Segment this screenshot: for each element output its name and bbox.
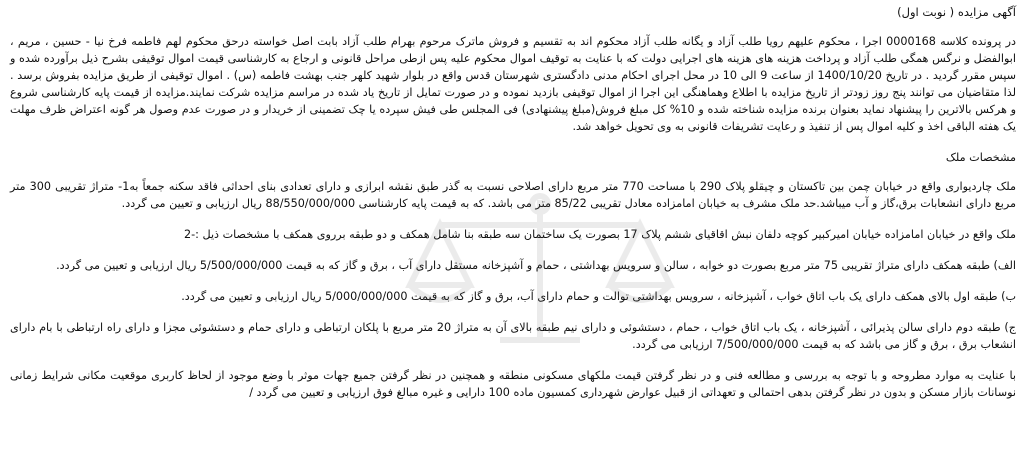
section-title: مشخصات ملک (945, 151, 1016, 164)
property-item-2: ملک واقع در خیابان امامزاده خیابان امیرکبیر کوچه دلفان نبش اقاقیای ششم پلاک 17 بصورت یک ساختمان سه طبقه بنا شامل همکف و دو طبقه برروی همکف با مشخصات ذیل :-2 (183, 228, 1016, 241)
property-item-1: ملک چاردیواری واقع در خیابان چمن بین تاکستان و چیقلو پلاک 290 با مساحت 770 متر مربع دارای اصلاحی نسبت به گذر طبق نقشه ابرازی و دارای تعدادی بنای احداثی فاقد سکنه جمعاً به1- متراژ تقریبی 300 متر مربع دارای انشعابات برق،گاز و آب میباشد.حد ملک مشرف به خیابان امامزاده معادل تقریبی 85/22 متر می باشد. که به قیمت پایه کارشناسی 88/550/000/000 ریال ارزیابی و تعیین می گردد. (10, 180, 1016, 210)
closing-paragraph: با عنایت به موارد مطروحه و با توجه به بررسی و مطالعه فنی و در نظر گرفتن قیمت ملکهای مسکونی منطقه و همچنین در نظر گرفتن جمیع جهات موثر با وضع موجود از لحاظ کاربری موقعیت مکانی شرایط زمانی نوسانات بازار مسکن و بدون در نظر گرفتن بدهی احتمالی و تعهداتی از قبیل عوارض شهرداری کمسیون ماده 100 دارایی و غیره مبالغ فوق ارزیابی و تعیین می گردد / (10, 369, 1016, 399)
property-item-2b: ب) طبقه اول بالای همکف دارای یک باب اتاق خواب ، آشپزخانه ، سرویس بهداشتی توالت و حمام دارای آب، برق و گاز که به قیمت 5/000/000/000 ریال ارزیابی و تعیین می گردد. (181, 290, 1016, 303)
property-item-2a: الف) طبقه همکف دارای متراژ تقریبی 75 متر مربع بصورت دو خوابه ، سالن و سرویس بهداشتی ، حمام و آشپزخانه مستقل دارای آب ، برق و گاز که به قیمت 5/500/000/000 ریال ارزیابی و تعیین می گردد. (56, 259, 1016, 272)
intro-paragraph: در پرونده کلاسه 0000168 اجرا ، محکوم علیهم رویا طلب آزاد و یگانه طلب آزاد محکوم اند به تقسیم و فروش ماترک مرحوم بهرام طلب آزاد بابت اصل خواسته درحق محکوم لهم فاطمه فرخ نیا - حسین ، مریم ، ابوالفضل و نرگس همگی طلب آزاد و پرداخت هزینه های هزینه های اجرایی دولت که با عنایت به توقیف اموال محکوم علیه پس ازطی مراحل قانونی و ارجاع به کارشناسی قیمت اموال توقیفی بشرح ذیل برآورده شده و سپس مقرر گردید . در تاریخ 1400/10/20 از ساعت 9 الی 10 در محل اجرای احکام مدنی دادگستری شهرستان قدس واقع در بلوار شهید کلهر جنب بهشت فاطمه (س) . اموال توقیفی از طریق مزایده بفروش برسد . لذا متقاضیان می توانند پنج روز زودتر از تاریخ مزایده با اطلاع وهماهنگی این اجرا از اموال توقیفی بازدید نموده و در صورت تمایل از تاریخ یاد شده در مراسم مزایده شرکت نمایند.مزایده از قیمت پایه کارشناسی شروع و هرکس بالاترین را پیشنهاد نماید بعنوان برنده مزایده شناخته شده و 10% کل مبلغ فروش(مبلغ پیشنهادی) فی المجلس طی فیش سپرده یا چک تضمینی از خریدار و در صورت عدم وصول هر گونه اعتراض ظرف مهلت یک هفته الباقی اخذ و کلیه اموال پس از تنفیذ و رعایت تشریفات قانونی به وی تحویل خواهد شد. (10, 35, 1017, 133)
property-item-2c: ج) طبقه دوم دارای سالن پذیرائی ، آشپزخانه ، یک باب اتاق خواب ، حمام ، دستشوئی و دارای نیم طبقه بالای آن به متراژ 20 متر مربع با پلکان ارتباطی و دارای حمام و دستشوئی مجزا و دارای راه ارتباطی با بام دارای انشعاب برق ، برق و گاز می باشد که به قیمت 7/500/000/000 ارزیابی می گردد. (10, 321, 1016, 351)
notice-title: آگهی مزایده ( نوبت اول) (897, 5, 1016, 19)
